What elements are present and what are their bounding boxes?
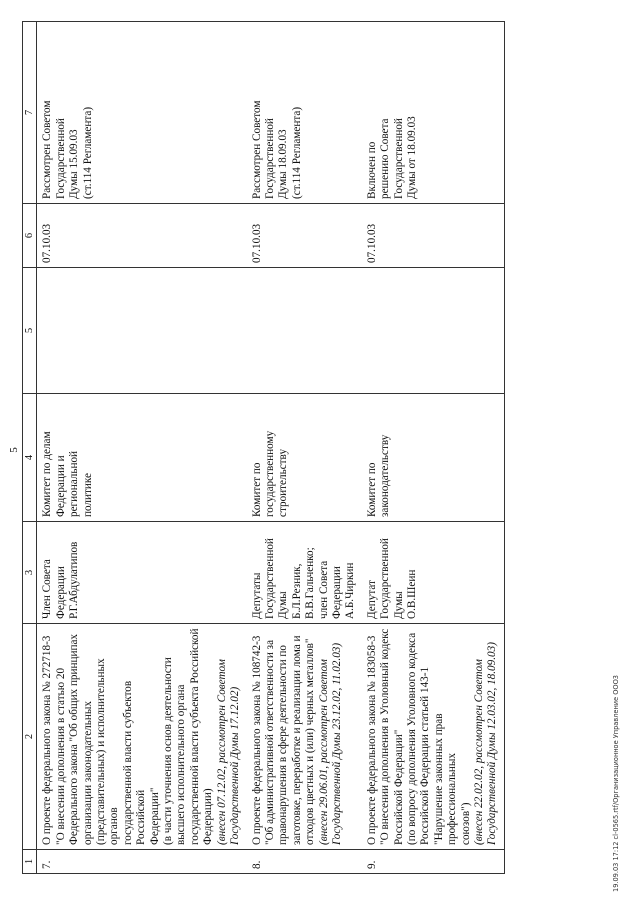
text-line: Включен по (365, 141, 378, 199)
text-line: решению Совета (379, 118, 392, 199)
text-line: Российской Федерации" (392, 729, 405, 845)
text-line: (внесен 22.02.02, рассмотрен Советом (473, 659, 485, 845)
text-line: Российской Федерации статьей 143-1 (419, 666, 432, 845)
text-line: "О внесении дополнения в Уголовный кодекс (379, 628, 392, 845)
column-5-cell (37, 268, 247, 394)
column-5-cell (362, 268, 505, 394)
text-line: Комитет по делам (41, 431, 54, 517)
text-line: (по вопросу дополнения Уголовного кодекса (405, 632, 418, 845)
bill-initiator (37, 522, 247, 624)
bill-initiator (362, 522, 505, 624)
table-header-row (23, 22, 37, 874)
text-line: В.В.Гальченко; (304, 547, 317, 619)
text-line: Комитет по (250, 462, 263, 517)
text-line: государственной власти субъекта Российской (188, 628, 201, 845)
column-5-cell (247, 268, 362, 394)
bill-title (362, 624, 505, 850)
text-line: Р.Г.Абдулатипов (68, 541, 81, 619)
bill-title-text (366, 628, 473, 845)
text-line: (представительных) и исполнительных органов (95, 658, 121, 845)
column-header: 2 (23, 624, 37, 850)
row-number: 7. (37, 850, 247, 874)
table-row (247, 22, 362, 874)
text-line: "Нарушение законных прав профессиональных (432, 713, 459, 845)
text-line: Думы (392, 591, 405, 619)
text-line: Федерации) (202, 788, 215, 845)
bill-submission-note (318, 628, 345, 845)
text-line: высшего исполнительного органа (175, 684, 188, 845)
text-line: А.Б.Чиркин (344, 562, 357, 619)
table-row (362, 22, 505, 874)
table-body (37, 22, 504, 874)
text-line: строительству (277, 448, 290, 517)
bill-status (362, 22, 505, 204)
text-line: государственной власти субъектов Российской (121, 680, 148, 845)
text-line: Государственной (379, 538, 392, 619)
bill-title-text (251, 628, 318, 845)
bill-title (37, 624, 247, 850)
text-line: Федерации и (54, 455, 67, 517)
bills-table (22, 21, 505, 874)
bill-submission-note (473, 628, 500, 845)
bill-submission-note (216, 628, 243, 845)
text-line: Думы 18.09.03 (277, 129, 290, 199)
consideration-date: 07.10.03 (37, 204, 247, 268)
consideration-date: 07.10.03 (247, 204, 362, 268)
text-line: "Об административной ответственности за (263, 639, 276, 845)
text-line: Рассмотрен Советом (250, 100, 263, 199)
text-line: (ст.114 Регламента) (81, 106, 94, 199)
text-line: законодательству (379, 434, 392, 517)
text-line: политике (81, 472, 94, 517)
column-header: 5 (23, 268, 37, 394)
text-line: член Совета (317, 560, 330, 619)
text-line: Депутаты (250, 572, 263, 619)
text-line: Федерации (330, 566, 343, 619)
text-line: Федерального закона "Об общих принципах (68, 633, 81, 845)
bill-title (247, 624, 362, 850)
text-line: заготовке, переработке и реализации лома и (290, 635, 303, 845)
text-line: Государственной Думы 23.12.02, 11.02.03) (330, 642, 343, 845)
bill-status (37, 22, 247, 204)
text-line: государственному (263, 430, 276, 517)
text-line: О проекте федерального закона № 108742-3 (250, 635, 263, 845)
text-line: Государственной Думы 17.12.02) (229, 686, 242, 845)
text-line: Комитет по (365, 462, 378, 517)
text-line: Депутат (365, 580, 378, 619)
text-line: (внесен 07.12.02, рассмотрен Советом (215, 659, 228, 845)
text-line: "О внесении дополнения в статью 20 (54, 667, 67, 845)
column-header: 3 (23, 522, 37, 624)
footer-note: 19.09.03 17:12 сl-0565.rtf/Организационное Управление ООО3 (612, 675, 620, 892)
bill-status (247, 22, 362, 204)
text-line: (ст.114 Регламента) (290, 106, 303, 199)
text-line: Государственной (54, 118, 67, 199)
column-header: 1 (23, 850, 37, 874)
text-line: Государственной (263, 118, 276, 199)
bill-title-text (41, 628, 215, 845)
column-header: 7 (23, 22, 37, 204)
text-line: Б.Л.Резник, (290, 563, 303, 619)
text-line: Член Совета (41, 559, 54, 619)
text-line: Думы 15.09.03 (68, 129, 81, 199)
consideration-date: 07.10.03 (362, 204, 505, 268)
text-line: союзов") (459, 802, 472, 845)
row-number: 9. (362, 850, 505, 874)
text-line: Государственной Думы 12.03.02, 18.09.03) (486, 642, 499, 845)
responsible-committee (362, 394, 505, 522)
text-line: Государственной (263, 538, 276, 619)
column-header: 4 (23, 394, 37, 522)
responsible-committee (247, 394, 362, 522)
bill-initiator (247, 522, 362, 624)
text-line: организации законодательных (81, 701, 94, 845)
text-line: Государственной (392, 118, 405, 199)
text-line: О проекте федерального закона № 183058-3 (365, 635, 378, 845)
table-row (37, 22, 247, 874)
text-line: Думы (277, 591, 290, 619)
text-line: Федерации (54, 566, 67, 619)
text-line: региональной (68, 450, 81, 517)
text-line: Думы от 18.09.03 (405, 116, 418, 199)
text-line: Рассмотрен Советом (41, 100, 54, 199)
text-line: Федерации" (148, 787, 161, 845)
text-line: отходов цветных и (или) черных металлов" (304, 638, 317, 845)
text-line: О.В.Шеин (405, 569, 418, 619)
text-line: О проекте федерального закона № 272718-3 (41, 635, 54, 845)
responsible-committee (37, 394, 247, 522)
row-number: 8. (247, 850, 362, 874)
text-line: правонарушения в сфере деятельности по (277, 644, 290, 845)
text-line: (внесен 29.06.01, рассмотрен Советом (317, 659, 330, 845)
column-header: 6 (23, 204, 37, 268)
page-number: 5 (8, 447, 20, 453)
text-line: (в части уточнения основ деятельности (162, 657, 175, 845)
